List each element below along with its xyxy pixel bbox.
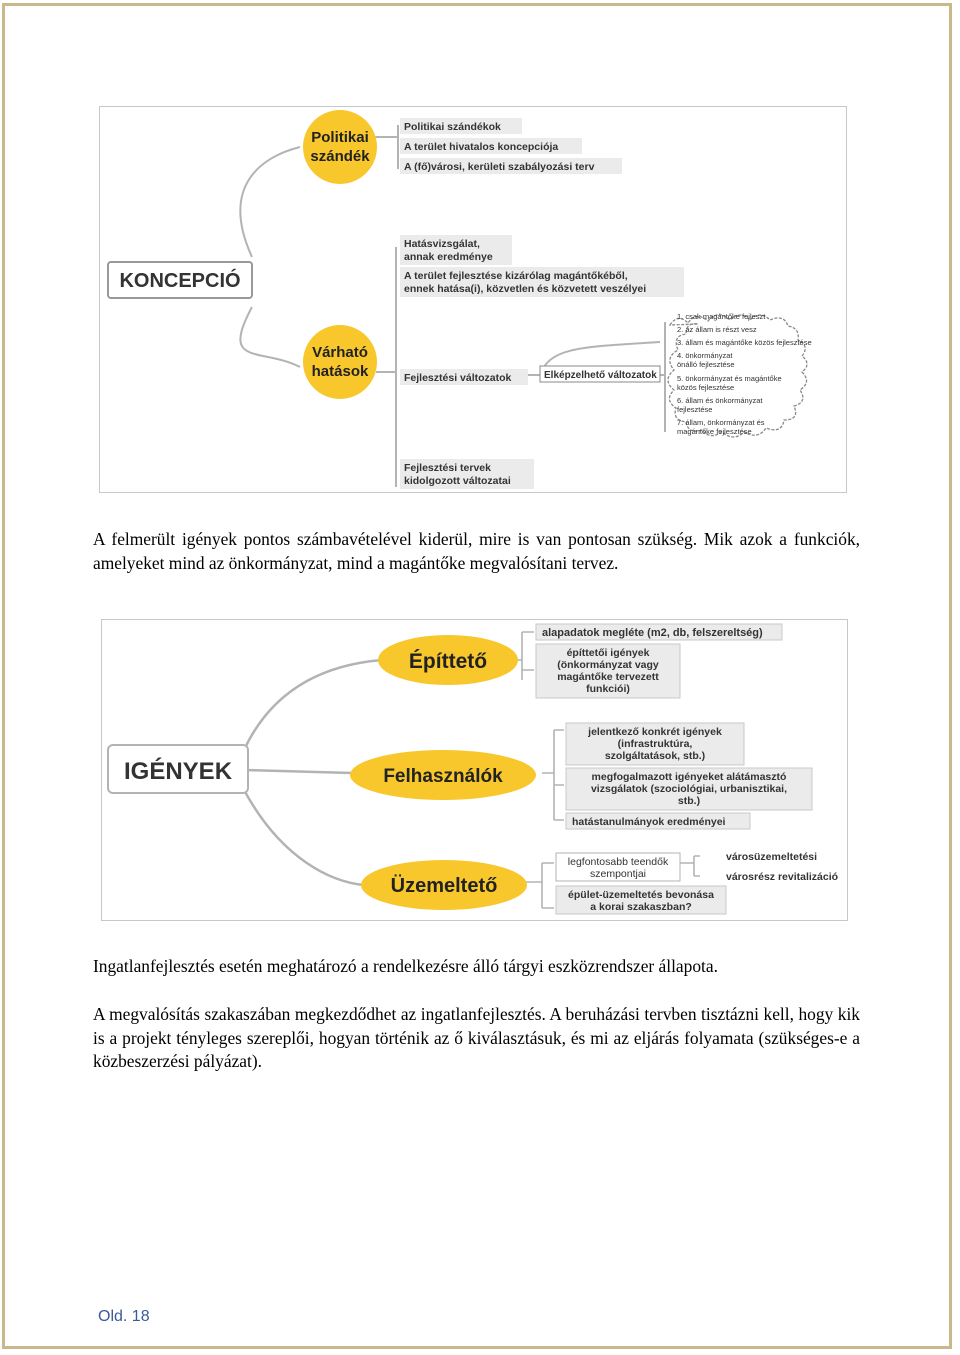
option-6-line-1: 6. állam és önkormányzat bbox=[677, 396, 763, 405]
political-intent-label-2: szándék bbox=[310, 148, 370, 165]
dev-plans-line-2: kidolgozott változatai bbox=[404, 475, 511, 487]
concept-root-label: KONCEPCIÓ bbox=[119, 270, 241, 292]
users-item-1-line-1: jelentkező konkrét igények bbox=[588, 726, 722, 738]
political-intent-bubble bbox=[303, 110, 377, 184]
users-item-3: hatástanulmányok eredményei bbox=[572, 816, 726, 828]
operator-item-1-line-2: szempontjai bbox=[589, 868, 647, 880]
operator-item-1-line-1: legfontosabb teendők bbox=[567, 856, 669, 868]
option-5-line-1: 5. önkormányzat és magántőke bbox=[677, 374, 782, 383]
builder-label: Építtető bbox=[408, 650, 488, 673]
users-item-2-line-3: stb.) bbox=[677, 795, 701, 807]
option-2: 2. az állam is részt vesz bbox=[677, 325, 757, 334]
private-dev-line-1: A terület fejlesztése kizárólag magántőkéből, bbox=[404, 270, 628, 282]
top-item-3: A (fő)városi, kerületi szabályozási terv bbox=[404, 161, 595, 173]
political-intent-label-1: Politikai bbox=[311, 129, 369, 146]
concept-mind-map bbox=[99, 106, 847, 493]
operator-subitem-1: városüzemeltetési bbox=[726, 851, 818, 863]
option-7-line-1: 7. állam, önkormányzat és bbox=[677, 418, 765, 427]
expected-effects-bubble bbox=[303, 325, 377, 399]
operator-item-2-line-2: a korai szakaszban? bbox=[590, 901, 692, 913]
private-dev-line-2: ennek hatása(i), közvetlen és közvetett veszélyei bbox=[404, 283, 647, 295]
top-item-1: Politikai szándékok bbox=[404, 121, 501, 133]
option-1: 1. csak magántőke fejleszt bbox=[677, 312, 766, 321]
paragraph-assets: Ingatlanfejlesztés esetén meghatározó a rendelkezésre álló tárgyi eszközrendszer állapota. bbox=[93, 956, 718, 976]
users-item-2-line-1: megfogalmazott igényeket alátámasztó bbox=[591, 771, 787, 783]
needs-mind-map bbox=[101, 619, 848, 921]
builder-item-2-line-2: (önkormányzat vagy bbox=[557, 659, 659, 671]
users-label: Felhasználók bbox=[383, 766, 503, 787]
option-3: 3. állam és magántőke közös fejlesztése bbox=[677, 338, 812, 347]
builder-item-1: alapadatok megléte (m2, db, felszereltség) bbox=[542, 627, 763, 639]
expected-effects-label-1: Várható bbox=[312, 344, 368, 361]
users-item-1-line-3: szolgáltatások, stb.) bbox=[604, 750, 706, 762]
builder-item-2-line-3: magántőke tervezett bbox=[557, 671, 659, 683]
top-item-2: A terület hivatalos koncepciója bbox=[404, 141, 559, 153]
page-number: Old. 18 bbox=[98, 1308, 150, 1325]
paragraph-implementation: A megvalósítás szakaszában megkezdődhet az ingatlanfejlesztés. A beruházási tervben tisztázni kell, hogy kik is a projekt tényleges szereplői, hogyan történik az ő kiválasztásuk, és mi az eljárás folyamata (szükséges-e a közbeszerzési pályázat). bbox=[93, 1004, 860, 1071]
operator-label: Üzemeltető bbox=[390, 875, 498, 897]
expected-effects-label-2: hatások bbox=[311, 363, 369, 380]
option-6-line-2: fejlesztése bbox=[677, 405, 713, 414]
paragraph-needs: A felmerült igények pontos számbavételével kiderül, mire is van pontosan szükség. Mik azok a funkciók, amelyeket mind az önkormányzat, mind a magántőke megvalósítani tervez. bbox=[93, 529, 860, 573]
operator-item-2-line-1: épület-üzemeltetés bevonása bbox=[568, 889, 714, 901]
possible-variants-label: Elképzelhető változatok bbox=[544, 370, 657, 381]
operator-subitem-2: városrész revitalizáció bbox=[726, 871, 839, 883]
impact-study-line-1: Hatásvizsgálat, bbox=[404, 238, 480, 250]
option-5-line-2: közös fejlesztése bbox=[677, 383, 735, 392]
dev-variants-label: Fejlesztési változatok bbox=[404, 372, 512, 384]
builder-item-2-line-1: építtetői igények bbox=[566, 647, 650, 659]
option-7-line-2: magántőke fejlesztése bbox=[677, 427, 752, 436]
impact-study-line-2: annak eredménye bbox=[404, 251, 493, 263]
dev-plans-line-1: Fejlesztési tervek bbox=[404, 462, 491, 474]
needs-root-label: IGÉNYEK bbox=[124, 758, 233, 785]
option-4-line-2: önálló fejlesztése bbox=[677, 360, 735, 369]
builder-item-2-line-4: funkciói) bbox=[586, 683, 630, 695]
users-item-1-line-2: (infrastruktúra, bbox=[617, 738, 693, 750]
option-4-line-1: 4. önkormányzat bbox=[677, 351, 733, 360]
users-item-2-line-2: vizsgálatok (szociológiai, urbanisztikai, bbox=[590, 783, 788, 795]
